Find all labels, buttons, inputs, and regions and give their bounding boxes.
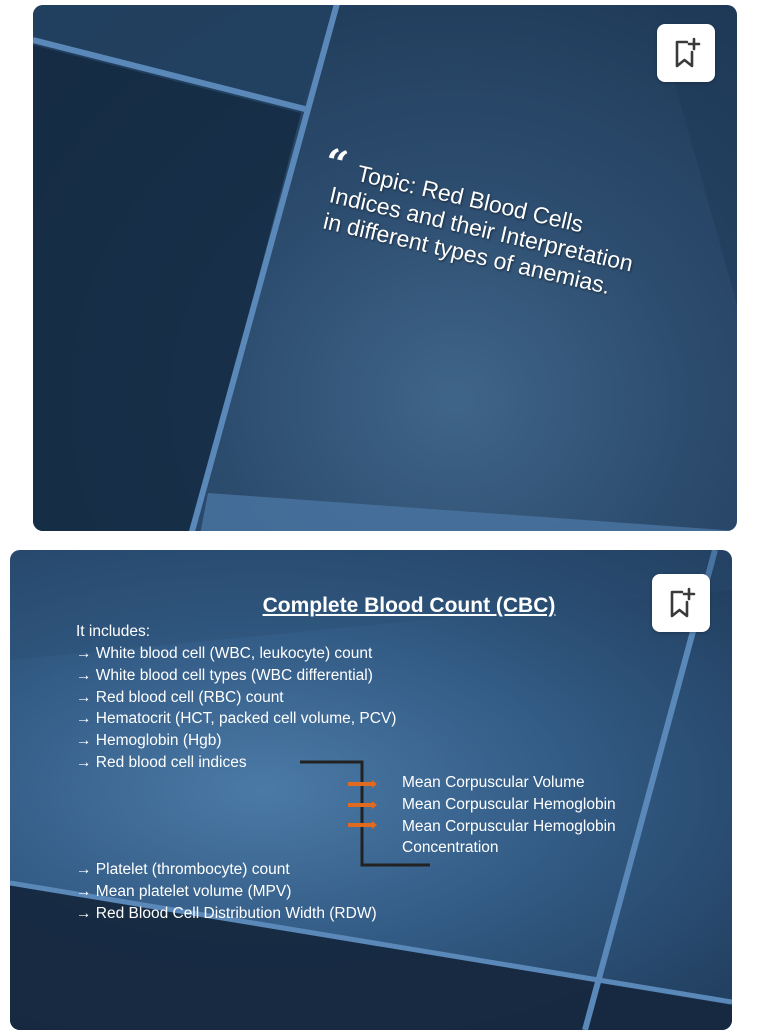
bookmark-button[interactable] [652, 574, 710, 632]
bookmark-add-icon [671, 36, 701, 70]
list-item: Concentration [402, 839, 499, 857]
list-item: → Red blood cell indices [76, 753, 247, 771]
slide-cbc [10, 550, 732, 1030]
list-item: → White blood cell types (WBC differential) [76, 666, 373, 684]
slide-topic [33, 5, 737, 531]
list-item: Mean Corpuscular Hemoglobin [402, 817, 616, 835]
list-item: → White blood cell (WBC, leukocyte) count [76, 645, 373, 662]
cbc-items-bottom [76, 859, 377, 924]
list-item: → Red Blood Cell Distribution Width (RDW) [76, 904, 377, 922]
list-item: → Mean platelet volume (MPV) [76, 882, 292, 900]
list-item: → Platelet (thrombocyte) count [76, 861, 290, 878]
intro-text: It includes: [76, 623, 151, 640]
bookmark-button[interactable] [657, 24, 715, 82]
list-item: Mean Corpuscular Hemoglobin [402, 795, 616, 813]
indices-bracket [10, 550, 732, 1030]
topic-text: Topic: Red Blood Cells Indices and their Interpretation in different types of anemias. [321, 159, 636, 300]
list-item: Mean Corpuscular Volume [402, 774, 585, 791]
slide-title: Complete Blood Count (CBC) [262, 594, 556, 617]
list-item: → Hematocrit (HCT, packed cell volume, PCV) [76, 710, 397, 728]
list-item: → Hemoglobin (Hgb) [76, 732, 222, 750]
bookmark-add-icon [666, 586, 696, 620]
rbc-indices-list [402, 772, 616, 859]
quote-mark: “ [320, 138, 352, 188]
list-item: → Red blood cell (RBC) count [76, 688, 284, 706]
